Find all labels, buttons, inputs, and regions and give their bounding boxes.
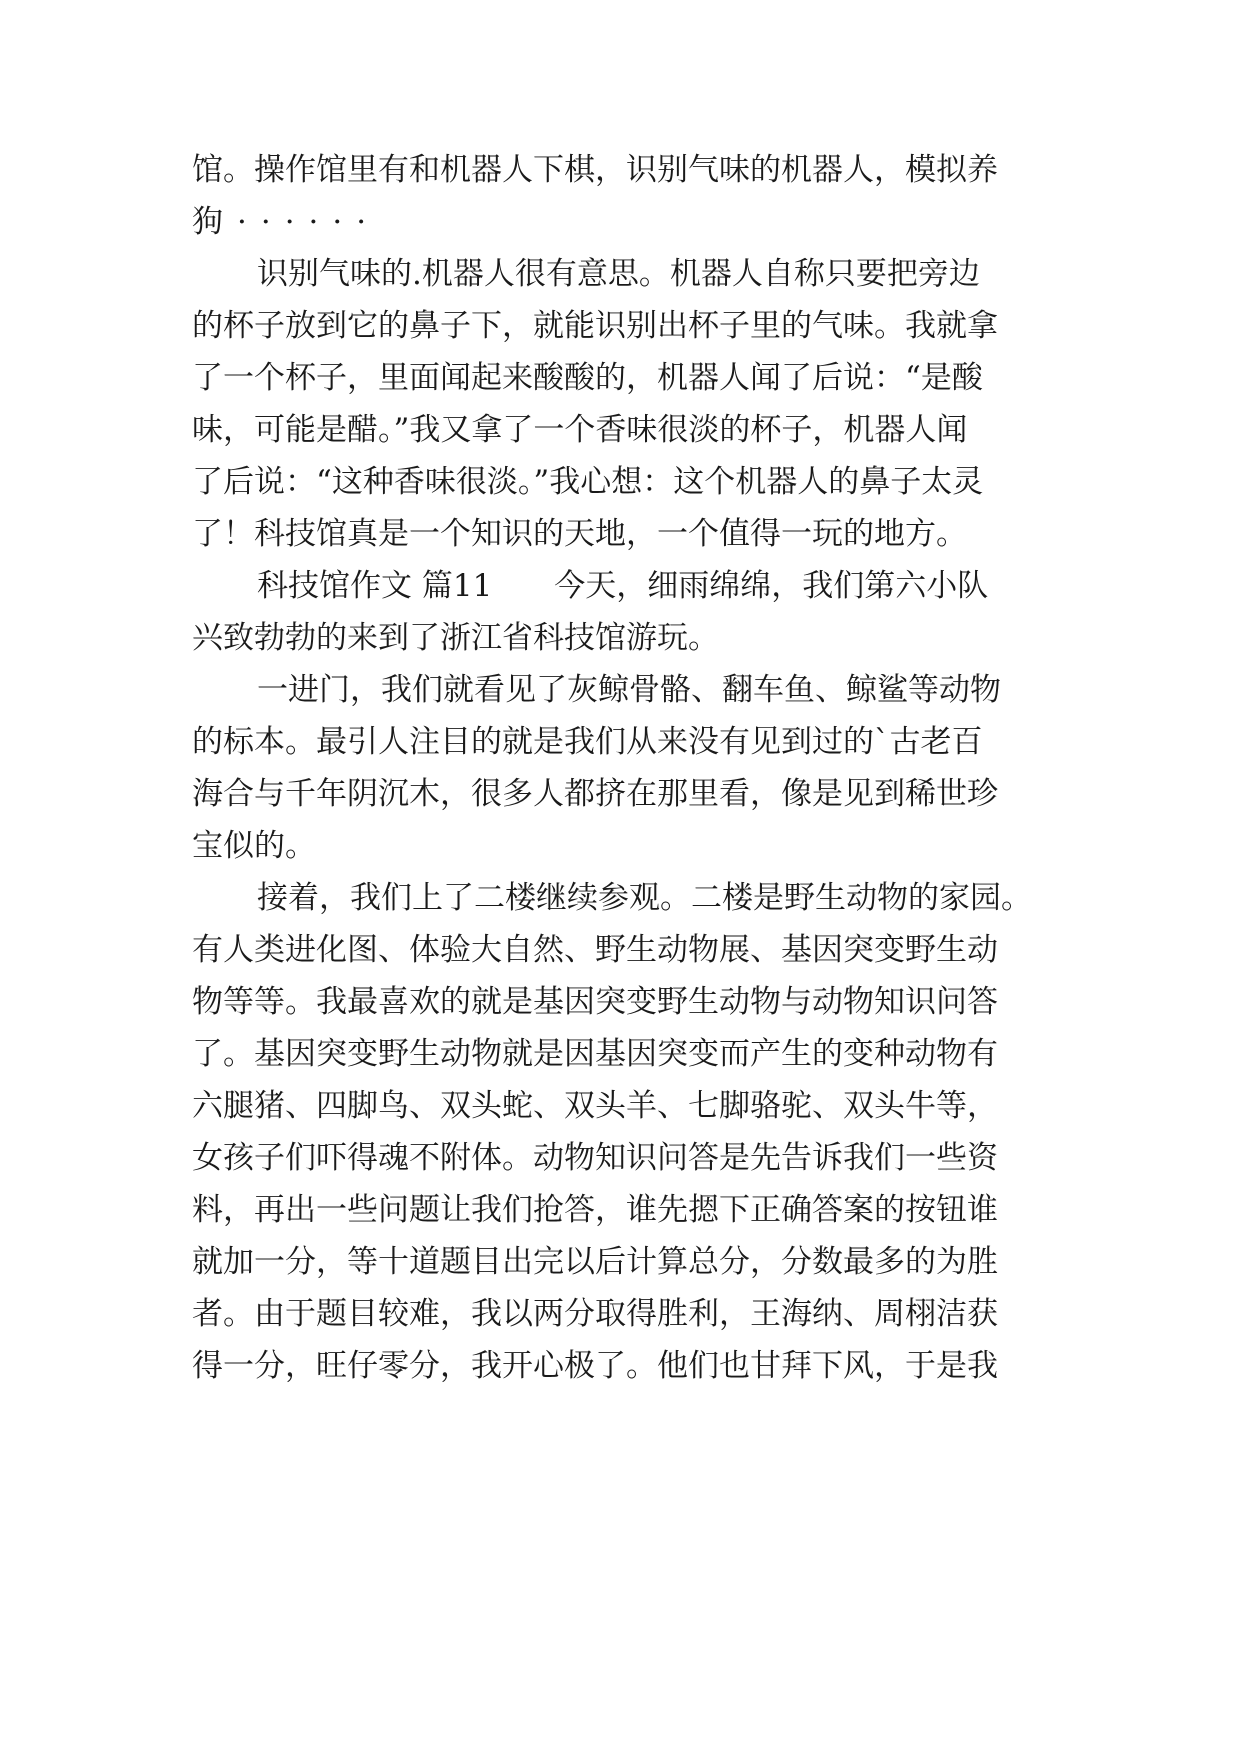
section-heading-line: 科技馆作文 篇11 今天，细雨绵绵，我们第六小队 <box>257 568 989 604</box>
text-line: 的杯子放到它的鼻子下，就能识别出杯子里的气味。我就拿 <box>192 308 998 344</box>
text-line: 宝似的。 <box>192 828 316 864</box>
text-line: 了一个杯子，里面闻起来酸酸的，机器人闻了后说：“是酸 <box>192 360 983 396</box>
text-line: 兴致勃勃的来到了浙江省科技馆游玩。 <box>192 620 719 656</box>
text-line: 了。基因突变野生动物就是因基因突变而产生的变种动物有 <box>192 1036 998 1072</box>
text-line: 就加一分，等十道题目出完以后计算总分，分数最多的为胜 <box>192 1244 998 1280</box>
text-line: 的标本。最引人注目的就是我们从来没有见到过的`古老百 <box>192 724 983 760</box>
text-line: 有人类进化图、体验大自然、野生动物展、基因突变野生动 <box>192 932 998 968</box>
text-line: 馆。操作馆里有和机器人下棋，识别气味的机器人，模拟养 <box>192 152 998 188</box>
text-line: 了后说：“这种香味很淡。”我心想：这个机器人的鼻子太灵 <box>192 464 984 500</box>
text-line: 者。由于题目较难，我以两分取得胜利，王海纳、周栩洁获 <box>192 1296 998 1332</box>
paragraph-start: 一进门，我们就看见了灰鲸骨骼、翻车鱼、鲸鲨等动物 <box>257 672 1001 708</box>
text-line: 料，再出一些问题让我们抢答，谁先摁下正确答案的按钮谁 <box>192 1192 998 1228</box>
text-line: 六腿猪、四脚鸟、双头蛇、双头羊、七脚骆驼、双头牛等， <box>192 1088 998 1124</box>
text-line: 物等等。我最喜欢的就是基因突变野生动物与动物知识问答 <box>192 984 998 1020</box>
text-line: 味，可能是醋。”我又拿了一个香味很淡的杯子，机器人闻 <box>192 412 968 448</box>
text-line: 海合与千年阴沉木，很多人都挤在那里看，像是见到稀世珍 <box>192 776 998 812</box>
text-line: 狗······ <box>192 204 381 240</box>
text-line: 得一分，旺仔零分，我开心极了。他们也甘拜下风，于是我 <box>192 1348 998 1384</box>
paragraph-start: 接着，我们上了二楼继续参观。二楼是野生动物的家园。 <box>257 880 1032 916</box>
text-line: 了！科技馆真是一个知识的天地，一个值得一玩的地方。 <box>192 516 967 552</box>
paragraph-start: 识别气味的.机器人很有意思。机器人自称只要把旁边 <box>257 256 980 292</box>
text-line: 女孩子们吓得魂不附体。动物知识问答是先告诉我们一些资 <box>192 1140 998 1176</box>
